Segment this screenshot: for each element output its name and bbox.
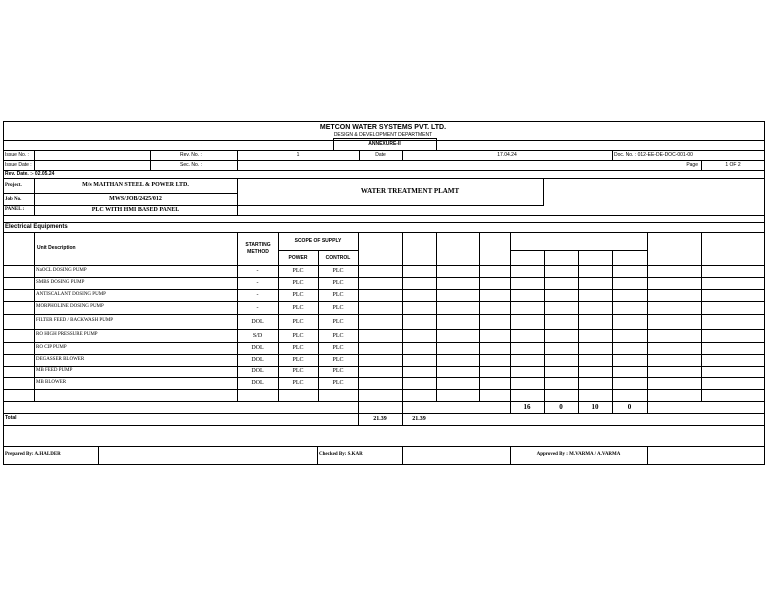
control-scope: PLC — [332, 268, 344, 274]
panel-value: PLC WITH HMI BASED PANEL — [91, 207, 180, 213]
unit-name: MB BLOWER — [36, 380, 67, 385]
grid-line — [701, 232, 702, 401]
control-scope: PLC — [332, 292, 344, 298]
unit-name: NaOCL DOSING PUMP — [36, 268, 87, 273]
grid-line — [150, 150, 151, 170]
annexure-label: ANNEXURE-II — [368, 141, 401, 147]
col-unit-description: Unit Description — [37, 245, 76, 251]
starting-method: DOL — [251, 319, 264, 325]
grid-line — [3, 265, 765, 266]
grid-line — [647, 232, 648, 413]
approved-by: Approved By : M.VARMA / A.VARMA — [536, 452, 621, 457]
starting-method: - — [256, 305, 259, 311]
total-label: Total — [5, 415, 17, 421]
grid-line — [402, 232, 403, 425]
project-value: M/s MAITHAN STEEL & POWER LTD. — [82, 182, 189, 188]
page-label: Page — [686, 162, 698, 168]
grid-line — [34, 150, 35, 170]
rev-no-label: Rev. No. : — [180, 152, 202, 158]
date-value: 17.04.24 — [497, 152, 517, 158]
checked-by: Checked By: S.KAR — [319, 452, 363, 457]
power-scope: PLC — [292, 280, 304, 286]
grid-line — [479, 232, 480, 401]
starting-method: - — [256, 292, 259, 298]
control-scope: PLC — [332, 319, 344, 325]
starting-method: S/D — [252, 333, 263, 339]
grid-line — [3, 446, 765, 447]
starting-method: DOL — [251, 345, 264, 351]
unit-name: MORPHOLINE DOSING PUMP — [36, 304, 104, 309]
unit-name: MB FEED PUMP — [36, 368, 73, 373]
power-scope: PLC — [292, 333, 304, 339]
sec-no-label: Sec. No. : — [180, 162, 202, 168]
col-power: POWER — [288, 255, 308, 261]
grid-line — [3, 232, 765, 233]
grid-line — [3, 277, 765, 278]
grid-line — [358, 232, 359, 425]
control-scope: PLC — [332, 368, 344, 374]
starting-method: DOL — [251, 368, 264, 374]
grid-line — [3, 389, 765, 390]
grid-line — [402, 446, 403, 465]
panel-label: PANEL : — [5, 207, 25, 212]
unit-name: FILTER FEED / BACKWASH PUMP — [36, 318, 114, 323]
grid-line — [3, 413, 765, 414]
power-scope: PLC — [292, 292, 304, 298]
grid-line — [3, 205, 237, 206]
grid-line — [3, 222, 765, 223]
unit-name: ANTISCALANT DOSING PUMP — [36, 292, 106, 297]
project-label: Project. — [5, 183, 22, 188]
col-control: CONTROL — [325, 255, 351, 261]
unit-name: DEGASSER BLOWER — [36, 357, 85, 362]
section-title: Electrical Equipments — [5, 224, 68, 230]
page-value: 1 OF 2 — [725, 162, 741, 168]
unit-name: RO HIGH PRESSURE PUMP — [36, 332, 98, 337]
starting-method: DOL — [251, 380, 264, 386]
count-value: 16 — [523, 403, 531, 411]
control-scope: PLC — [332, 280, 344, 286]
grid-line — [3, 150, 765, 151]
issue-date-label: Issue Date : — [5, 162, 32, 168]
rev-value: 1 — [296, 152, 300, 158]
col-starting-method: STARTING METHOD — [245, 242, 271, 255]
grid-line — [34, 232, 35, 401]
date-label: Date — [375, 152, 386, 158]
rev-date: Rev. Date. :- 02.05.24 — [5, 171, 55, 177]
prepared-by: Prepared By: A.HALDER — [5, 452, 61, 457]
grid-line — [333, 138, 436, 139]
grid-line — [98, 446, 99, 465]
grid-line — [237, 232, 238, 401]
grid-line — [3, 160, 765, 161]
job-value: MWS/JOB/2425/012 — [109, 196, 162, 202]
total-value: 21.39 — [412, 416, 426, 422]
grid-line — [436, 138, 437, 150]
count-value: 10 — [591, 403, 599, 411]
plant-title: WATER TREATMENT PLAMT — [360, 187, 460, 195]
starting-method: - — [256, 268, 259, 274]
power-scope: PLC — [292, 345, 304, 351]
unit-name: RO CIP PUMP — [36, 345, 67, 350]
company-name: METCON WATER SYSTEMS PVT. LTD. — [319, 124, 447, 131]
power-scope: PLC — [292, 357, 304, 363]
control-scope: PLC — [332, 305, 344, 311]
control-scope: PLC — [332, 357, 344, 363]
grid-line — [3, 170, 765, 171]
grid-line — [3, 425, 765, 426]
grid-line — [3, 354, 765, 355]
grid-line — [317, 446, 318, 465]
power-scope: PLC — [292, 268, 304, 274]
grid-line — [612, 250, 613, 413]
department-name: DESIGN & DEVELOPMENT DEPARTMENT — [333, 132, 433, 138]
grid-line — [3, 377, 765, 378]
count-value: 0 — [627, 403, 632, 411]
col-scope-of-supply: SCOPE OF SUPPLY — [294, 238, 342, 244]
grid-line — [3, 193, 237, 194]
grid-line — [544, 250, 545, 413]
total-value: 21.39 — [373, 416, 387, 422]
grid-line — [578, 250, 579, 413]
grid-line — [510, 232, 511, 413]
control-scope: PLC — [332, 345, 344, 351]
grid-line — [3, 215, 765, 216]
grid-line — [3, 289, 765, 290]
grid-line — [612, 150, 613, 160]
starting-method: - — [256, 280, 259, 286]
unit-name: SMBS DOSING PUMP — [36, 280, 85, 285]
grid-line — [3, 401, 765, 402]
grid-line — [3, 314, 765, 315]
power-scope: PLC — [292, 319, 304, 325]
control-scope: PLC — [332, 333, 344, 339]
power-scope: PLC — [292, 305, 304, 311]
grid-line — [3, 366, 765, 367]
control-scope: PLC — [332, 380, 344, 386]
job-label: Job No. — [5, 197, 22, 202]
doc-no: Doc. No. : 012-EE-DE-DOC-001-00 — [614, 152, 693, 158]
grid-line — [647, 446, 648, 465]
grid-line — [436, 232, 437, 401]
starting-method: DOL — [251, 357, 264, 363]
power-scope: PLC — [292, 380, 304, 386]
grid-line — [3, 342, 765, 343]
grid-line — [3, 329, 765, 330]
power-scope: PLC — [292, 368, 304, 374]
count-value: 0 — [559, 403, 563, 411]
grid-line — [3, 301, 765, 302]
issue-no-label: Issue No. : — [5, 152, 29, 158]
